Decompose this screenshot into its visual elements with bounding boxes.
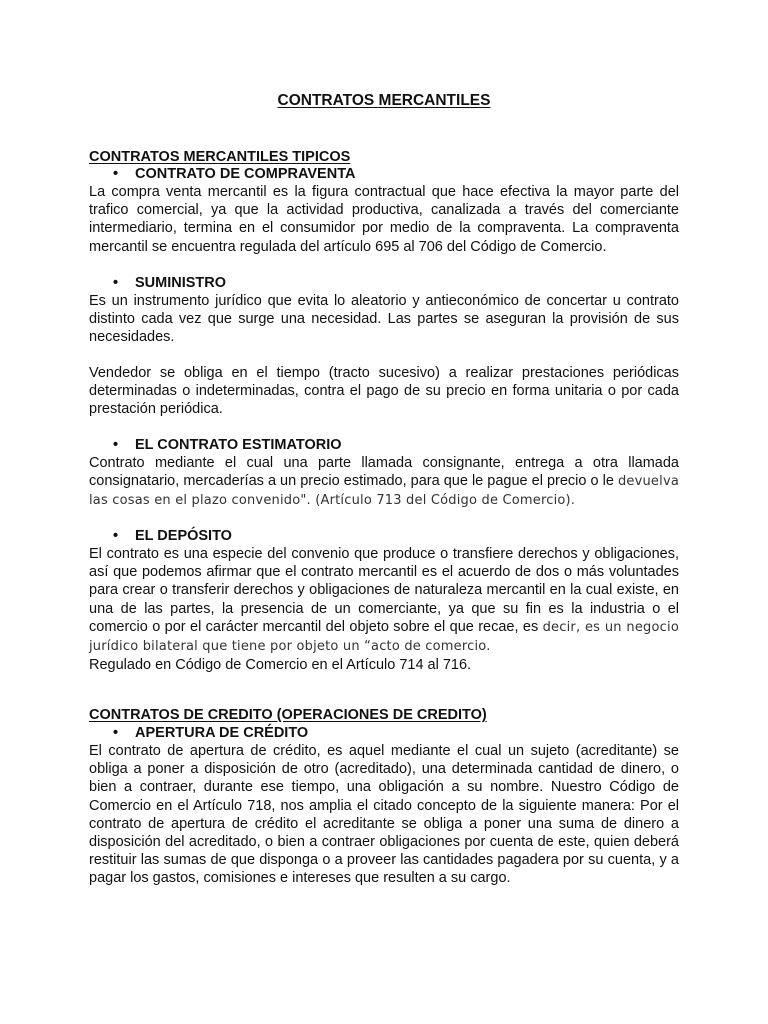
bullet-estimatorio xyxy=(113,436,342,454)
bullet-dot: • xyxy=(113,166,119,182)
bullet-apertura xyxy=(113,724,308,742)
bullet-deposito xyxy=(113,527,232,545)
paragraph-estimatorio xyxy=(89,454,679,511)
bullet-dot: • xyxy=(113,528,119,544)
paragraph-suministro-1: Es un instrumento jurídico que evita lo aleatorio y antieconómico de concertar u contrato distinto cada vez que surge una necesidad. Las partes se aseguran la provisión de sus necesidades. xyxy=(89,293,679,346)
paragraph-suministro-2: Vendedor se obliga en el tiempo (tracto sucesivo) a realizar prestaciones periódicas determinadas o indeterminadas, contra el pago de su precio en forma unitaria o por cada prestación periódica. xyxy=(89,365,679,418)
paragraph-compraventa: La compra venta mercantil es la figura contractual que hace efectiva la mayor parte del trafico comercial, ya que la actividad productiva, canalizada a través del comerciante intermediario, termina en el consumidor por medio de la compraventa. La compraventa mercantil se encuentra regulada del artículo 695 al 706 del Código de Comercio. xyxy=(89,184,679,255)
document-title: CONTRATOS MERCANTILES xyxy=(277,92,491,109)
bullet-suministro xyxy=(113,274,226,292)
subheading-compraventa: CONTRATO DE COMPRAVENTA xyxy=(135,166,356,182)
paragraph-deposito-text: El contrato es una especie del convenio que produce o transfiere derechos y obligaciones, así que podemos afirmar que el contrato mercantil es el acuerdo de dos o más voluntades para crear o transferir derechos y obligaciones de naturaleza mercantil en la cual existe, en una de las partes, la presencia de un comerciante, ya que su fin es la industria o el comercio o por el carácter mercantil del objeto sobre el que recae, es xyxy=(89,546,679,635)
bullet-dot: • xyxy=(113,437,119,453)
section-heading-tipicos: CONTRATOS MERCANTILES TIPICOS xyxy=(89,149,351,165)
bullet-dot: • xyxy=(113,275,119,291)
subheading-suministro: SUMINISTRO xyxy=(135,275,227,291)
subheading-estimatorio: EL CONTRATO ESTIMATORIO xyxy=(135,437,342,453)
subheading-apertura: APERTURA DE CRÉDITO xyxy=(135,725,309,741)
section-heading-credito: CONTRATOS DE CREDITO (OPERACIONES DE CREDITO) xyxy=(89,707,487,723)
paragraph-deposito-regulation: Regulado en Código de Comercio en el Artículo 714 al 716. xyxy=(89,657,472,674)
paragraph-deposito-definition: decir, es un negocio jurídico bilateral que tiene por objeto un “acto de comercio. xyxy=(89,619,679,655)
paragraph-estimatorio-citation: devuelva las cosas en el plazo convenido". (Artículo 713 del Código de Comercio). xyxy=(89,474,680,509)
subheading-deposito: EL DEPÓSITO xyxy=(135,528,232,544)
paragraph-estimatorio-text: Contrato mediante el cual una parte llamada consignante, entrega a otra llamada consignatario, mercaderías a un precio estimado, para que le pague el precio o le xyxy=(89,455,679,490)
paragraph-apertura: El contrato de apertura de crédito, es aquel mediante el cual un sujeto (acreditante) se obliga a poner a disposición de otro (acreditado), una determinada cantidad de dinero, o bien a contraer, durante ese tiempo, una obligación a su nombre. Nuestro Código de Comercio en el Artículo 718, nos amplia el citado concepto de la siguiente manera: Por el contrato de apertura de crédito el acreditante se obliga a poner una suma de dinero a disposición del acreditado, o bien a contraer obligaciones por cuenta de este, quien deberá restituir las sumas de que disponga o a proveer las cantidades pagadera por su cuenta, y a pagar los gastos, comisiones e intereses que resulten a su cargo. xyxy=(89,743,679,887)
bullet-compraventa xyxy=(113,165,355,183)
paragraph-deposito xyxy=(89,545,679,674)
bullet-dot: • xyxy=(113,725,119,741)
